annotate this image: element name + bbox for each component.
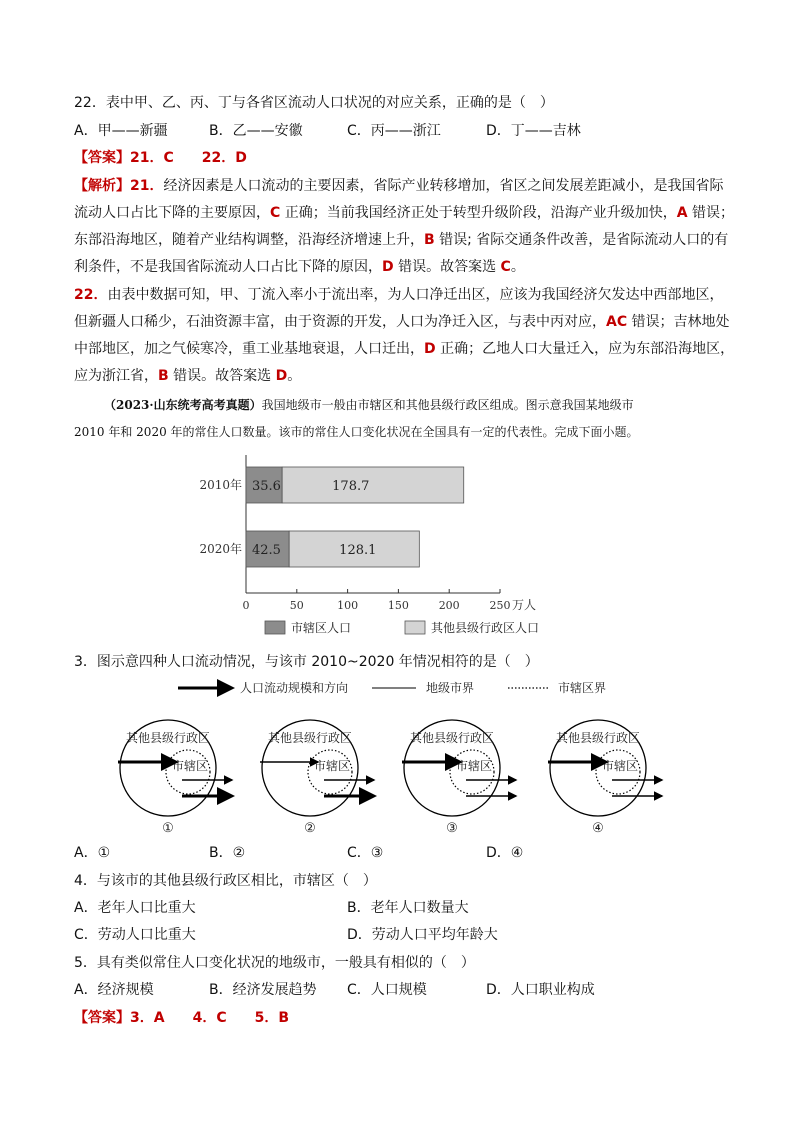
diagram-number: ③ <box>446 821 458 836</box>
legend-dotted-label: 市辖区界 <box>558 681 607 695</box>
q4-stem: 4．与该市的其他县级行政区相比，市辖区（ ） <box>74 873 377 889</box>
answer-text: 21．C 22．D <box>130 150 247 166</box>
analysis22-line-1: 22．由表中数据可知，甲、丁流入率小于流出率，为人口净迁出区，应该为我国经济欠发达中西部地区， <box>74 287 724 303</box>
diagram-number: ② <box>304 821 316 836</box>
x-tick-label: 100 <box>337 599 359 612</box>
q22-stem: 22．表中甲、乙、丙、丁与各省区流动人口状况的对应关系，正确的是（ ） <box>74 95 554 111</box>
q22-option-b: B．乙——安徽 <box>209 123 303 139</box>
diagram-3 <box>402 720 516 836</box>
x-tick-label: 250 <box>489 599 511 612</box>
q5-option-a: A．经济规模 <box>74 982 154 998</box>
diagram-number: ④ <box>592 821 604 836</box>
q3-stem: 3．图示意四种人口流动情况，与该市 2010~2020 年情况相符的是（ ） <box>74 654 539 670</box>
x-tick-label: 50 <box>289 599 304 612</box>
q5-option-b: B．经济发展趋势 <box>209 982 317 998</box>
outer-area-label: 其他县级行政区 <box>409 731 495 745</box>
source-tag: （2023·山东统考高考真题） <box>104 398 262 412</box>
diagram-number: ① <box>162 821 174 836</box>
x-tick-label: 200 <box>438 599 460 612</box>
category-label: 2020年 <box>199 542 242 556</box>
legend-label: 市辖区人口 <box>291 621 352 635</box>
analysis-line-2: 流动人口占比下降的主要原因，C 正确；当前我国经济正处于转型升级阶段，沿海产业升级加快，A 错误； <box>74 205 735 221</box>
data-label: 42.5 <box>252 543 281 558</box>
analysis22-line-3: 中部地区，加之气候寒冷，重工业基地衰退，人口迁出，D 正确；乙地人口大量迁入，应为东部沿海地区， <box>74 341 735 357</box>
diagram-2 <box>260 720 374 836</box>
q4-option-b: B．老年人口数量大 <box>347 900 469 916</box>
outer-area-label: 其他县级行政区 <box>125 731 211 745</box>
q3-option-c: C．③ <box>347 845 384 861</box>
legend-arrow-label: 人口流动规模和方向 <box>240 681 349 695</box>
inner-area-label: 市辖区 <box>313 759 351 773</box>
data-label: 178.7 <box>332 479 370 494</box>
outer-area-label: 其他县级行政区 <box>555 731 641 745</box>
answer-label: 【答案】 <box>74 1010 130 1026</box>
inner-area-label: 市辖区 <box>455 759 493 773</box>
analysis22-line-2: 但新疆人口稀少，石油资源丰富，由于资源的开发，人口为净迁入区，与表中丙对应，AC 错误；吉林地处 <box>74 314 730 330</box>
analysis-line-4: 利条件，不是我国省际流动人口占比下降的原因，D 错误。故答案选 C。 <box>74 259 525 275</box>
intro-line-1: （2023·山东统考高考真题）我国地级市一般由市辖区和其他县级行政区组成。图示意我国某地级市 <box>104 398 634 412</box>
legend-solid-label: 地级市界 <box>426 681 475 695</box>
q5-option-d: D．人口职业构成 <box>486 982 595 998</box>
q5-option-c: C．人口规模 <box>347 982 427 998</box>
x-tick-label: 0 <box>242 599 250 612</box>
data-label: 35.6 <box>252 479 281 494</box>
population-bar-chart <box>190 455 610 645</box>
inner-area-label: 市辖区 <box>601 759 639 773</box>
q22-option-d: D．丁——吉林 <box>486 123 581 139</box>
q5-stem: 5．具有类似常住人口变化状况的地级市，一般具有相似的（ ） <box>74 955 475 971</box>
diagram-1 <box>118 720 232 836</box>
intro-line-2: 2010 年和 2020 年的常住人口数量。该市的常住人口变化状况在全国具有一定的代表性。完成下面小题。 <box>74 425 639 439</box>
q22-option-a: A．甲——新疆 <box>74 123 168 139</box>
legend-swatch <box>265 621 285 634</box>
analysis-line-1: 【解析】21．经济因素是人口流动的主要因素，省际产业转移增加，省区之间发展差距减小，是我国省际 <box>74 178 724 194</box>
answer-block-1 <box>74 148 247 168</box>
x-tick-label: 150 <box>387 599 409 612</box>
x-unit-label: 万人 <box>512 598 537 612</box>
q22-option-c: C．丙——浙江 <box>347 123 441 139</box>
flow-diagrams <box>110 676 690 838</box>
answer-block-2 <box>74 1008 289 1028</box>
category-label: 2010年 <box>199 478 242 492</box>
diagram-4 <box>548 720 662 836</box>
answer-text: 3．A 4．C 5．B <box>130 1010 290 1026</box>
q4-option-c: C．劳动人口比重大 <box>74 927 196 943</box>
data-label: 128.1 <box>339 543 377 558</box>
q3-option-a: A．① <box>74 845 111 861</box>
q4-option-a: A．老年人口比重大 <box>74 900 196 916</box>
analysis22-line-4: 应为浙江省，B 错误。故答案选 D。 <box>74 368 302 384</box>
analysis-line-3: 东部沿海地区，随着产业结构调整，沿海经济增速上升，B 错误; 省际交通条件改善，是省际流动人口的有 <box>74 232 729 248</box>
inner-area-label: 市辖区 <box>171 759 209 773</box>
q4-option-d: D．劳动人口平均年龄大 <box>347 927 498 943</box>
q3-option-d: D．④ <box>486 845 524 861</box>
outer-area-label: 其他县级行政区 <box>267 731 353 745</box>
bar-segment <box>282 467 464 503</box>
q3-option-b: B．② <box>209 845 246 861</box>
legend-swatch <box>405 621 425 634</box>
legend-label: 其他县级行政区人口 <box>431 621 540 635</box>
analysis-label: 【解析】 <box>74 178 130 194</box>
answer-label: 【答案】 <box>74 150 130 166</box>
